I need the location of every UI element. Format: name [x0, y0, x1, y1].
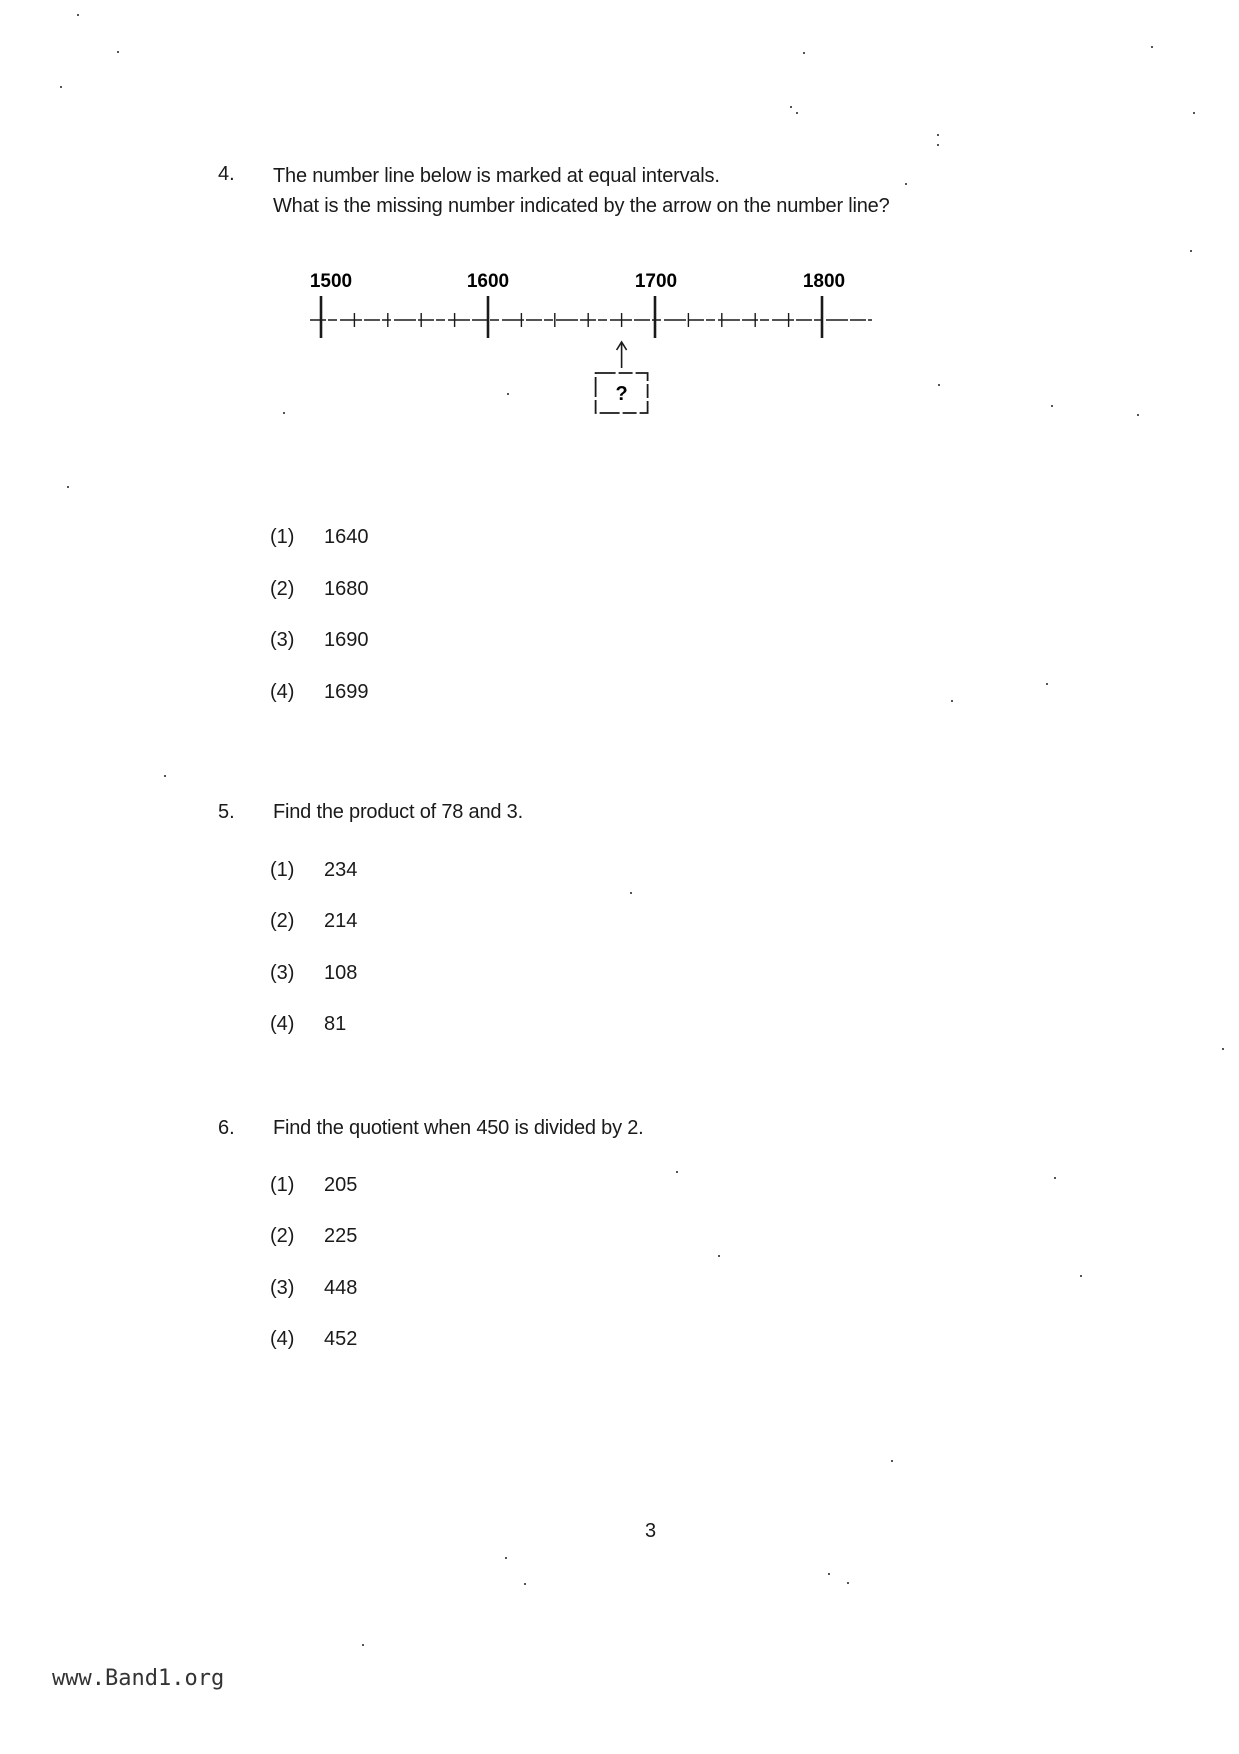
- question-text: What is the missing number indicated by the arrow on the number line?: [273, 195, 890, 217]
- option-label[interactable]: (3): [270, 1277, 295, 1299]
- scan-speck: [1222, 1048, 1224, 1050]
- option-label[interactable]: (1): [270, 526, 295, 548]
- question-text: Find the quotient when 450 is divided by 2.: [273, 1117, 644, 1139]
- page-number: 3: [645, 1520, 657, 1542]
- scan-speck: [117, 51, 119, 53]
- footer-website[interactable]: www.Band1.org: [52, 1666, 225, 1691]
- scan-speck: [60, 86, 62, 88]
- option-label[interactable]: (2): [270, 1225, 295, 1247]
- option-label[interactable]: (4): [270, 681, 295, 703]
- option-label[interactable]: (2): [270, 578, 295, 600]
- scan-speck: [283, 412, 285, 414]
- option-value[interactable]: 452: [324, 1328, 358, 1350]
- number-line-label: 1700: [634, 271, 678, 292]
- option-value[interactable]: 108: [324, 962, 358, 984]
- scan-speck: [1054, 1177, 1056, 1179]
- scan-speck: [1193, 112, 1195, 114]
- number-line-label: 1500: [309, 271, 353, 292]
- scan-speck: [77, 14, 79, 16]
- scan-speck: [1080, 1275, 1082, 1277]
- scan-speck: [796, 112, 798, 114]
- option-value[interactable]: 448: [324, 1277, 358, 1299]
- scan-speck: [164, 775, 166, 777]
- question-number: 5.: [218, 801, 235, 823]
- scan-speck: [828, 1573, 830, 1575]
- up-arrow-icon: [617, 342, 627, 368]
- question-number: 4.: [218, 163, 235, 185]
- option-value[interactable]: 225: [324, 1225, 358, 1247]
- option-value[interactable]: 81: [324, 1013, 347, 1035]
- scan-speck: [630, 892, 632, 894]
- scan-speck: [790, 106, 792, 108]
- scan-speck: [891, 1460, 893, 1462]
- option-label[interactable]: (2): [270, 910, 295, 932]
- option-label[interactable]: (1): [270, 1174, 295, 1196]
- question-number: 6.: [218, 1117, 235, 1139]
- scan-speck: [718, 1255, 720, 1257]
- scan-speck: [937, 134, 939, 136]
- option-value[interactable]: 214: [324, 910, 358, 932]
- option-value[interactable]: 1690: [324, 629, 369, 651]
- scan-speck: [1190, 250, 1192, 252]
- option-label[interactable]: (4): [270, 1013, 295, 1035]
- number-line-ticks: [310, 296, 872, 338]
- scan-speck: [505, 1557, 507, 1559]
- scan-speck: [1137, 414, 1139, 416]
- scan-speck: [1046, 683, 1048, 685]
- missing-number-mark: ?: [615, 383, 628, 405]
- number-line-label: 1800: [802, 271, 846, 292]
- question-text: The number line below is marked at equal intervals.: [273, 165, 720, 187]
- question-text: Find the product of 78 and 3.: [273, 801, 523, 823]
- option-label[interactable]: (1): [270, 859, 295, 881]
- option-value[interactable]: 205: [324, 1174, 358, 1196]
- scan-speck: [847, 1582, 849, 1584]
- scan-speck: [1051, 405, 1053, 407]
- option-value[interactable]: 234: [324, 859, 358, 881]
- option-value[interactable]: 1699: [324, 681, 369, 703]
- scan-speck: [951, 700, 953, 702]
- scan-speck: [362, 1644, 364, 1646]
- scan-speck: [676, 1171, 678, 1173]
- number-line-label: 1600: [466, 271, 510, 292]
- scan-speck: [67, 486, 69, 488]
- scan-speck: [938, 384, 940, 386]
- option-label[interactable]: (4): [270, 1328, 295, 1350]
- scan-speck: [524, 1583, 526, 1585]
- scan-speck: [1151, 46, 1153, 48]
- scan-speck: [803, 52, 805, 54]
- scan-speck: [905, 183, 907, 185]
- option-value[interactable]: 1640: [324, 526, 369, 548]
- option-label[interactable]: (3): [270, 962, 295, 984]
- scan-speck: [937, 144, 939, 146]
- option-value[interactable]: 1680: [324, 578, 369, 600]
- option-label[interactable]: (3): [270, 629, 295, 651]
- number-line: [290, 258, 890, 428]
